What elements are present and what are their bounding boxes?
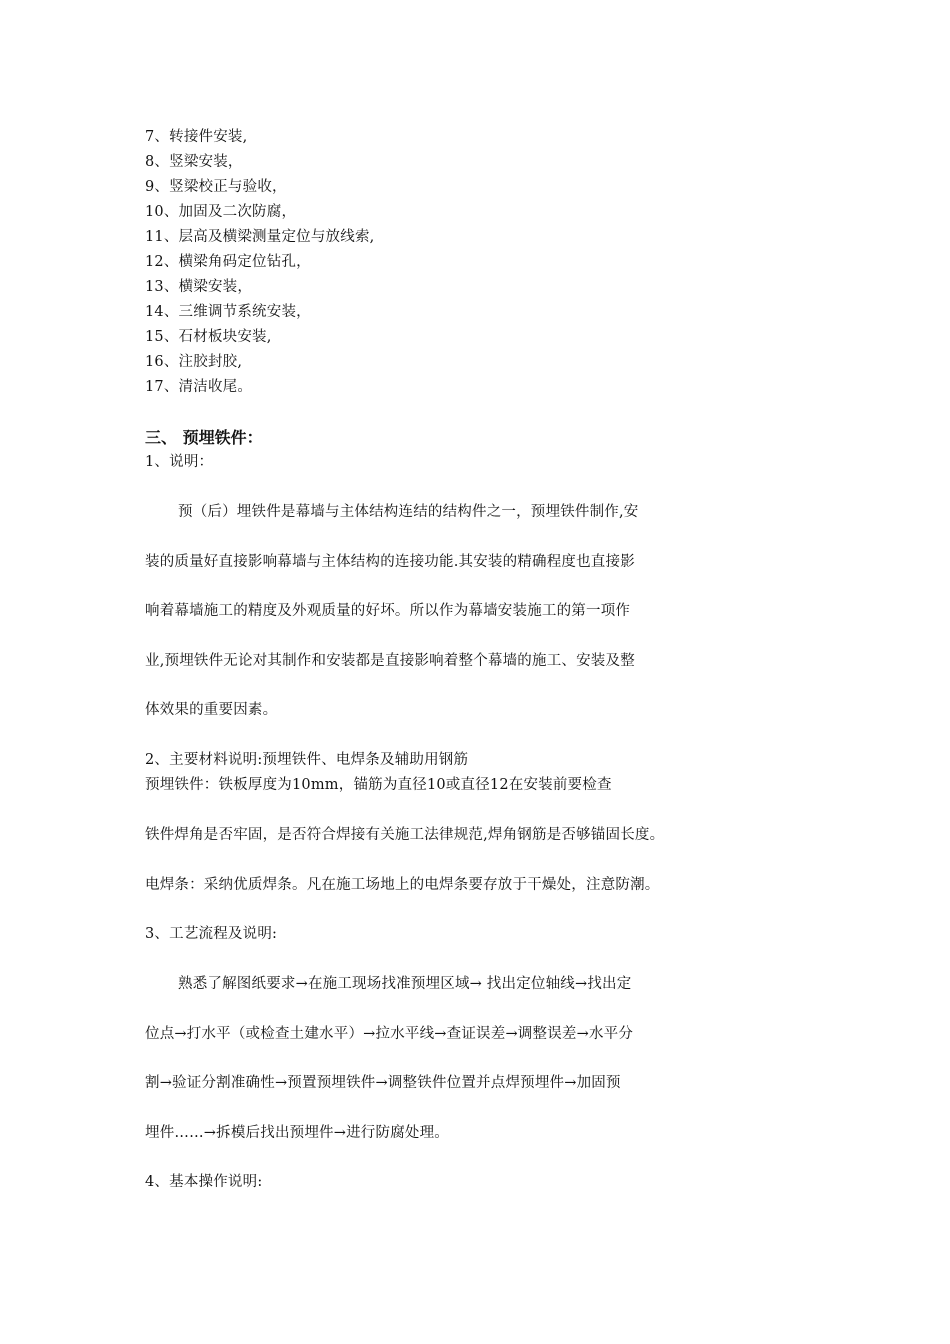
item-label: 3、工艺流程及说明: — [145, 926, 278, 942]
item-label: 2、主要材料说明:预埋铁件、电焊条及辅助用钢筋 — [145, 752, 469, 768]
step-item: 17、清洁收尾。 — [145, 379, 253, 395]
step-item: 12、横梁角码定位钻孔， — [145, 254, 311, 270]
step-item: 11、层高及横梁测量定位与放线索, — [145, 229, 375, 245]
step-item: 14、三维调节系统安装， — [145, 304, 311, 320]
paragraph-line: 割→验证分割准确性→预置预埋铁件→调整铁件位置并点焊预埋件→加固预 — [145, 1075, 621, 1091]
step-item: 15、石材板块安装, — [145, 329, 272, 345]
paragraph-line: 业,预埋铁件无论对其制作和安装都是直接影响着整个幕墙的施工、安装及整 — [145, 653, 635, 669]
item-label: 1、说明： — [145, 454, 214, 470]
step-item: 8、竖梁安装， — [145, 154, 243, 170]
item-label: 4、基本操作说明: — [145, 1174, 263, 1190]
paragraph-line: 电焊条：采纳优质焊条。凡在施工场地上的电焊条要存放于干燥处，注意防潮。 — [145, 877, 660, 893]
paragraph-line: 埋件……→拆模后找出预埋件→进行防腐处理。 — [145, 1125, 449, 1141]
step-item: 10、加固及二次防腐， — [145, 204, 297, 220]
section-heading: 三、 预埋铁件： — [145, 428, 263, 447]
paragraph-line: 响着幕墙施工的精度及外观质量的好坏。所以作为幕墙安装施工的第一项作 — [145, 603, 631, 619]
paragraph-line: 体效果的重要因素。 — [145, 702, 278, 718]
step-item: 9、竖梁校正与验收， — [145, 179, 287, 195]
paragraph-line: 位点→打水平（或检查土建水平）→拉水平线→查证误差→调整误差→水平分 — [145, 1026, 634, 1042]
paragraph-line: 预（后）埋铁件是幕墙与主体结构连结的结构件之一，预埋铁件制作,安 — [178, 504, 639, 520]
step-item: 13、横梁安装， — [145, 279, 253, 295]
paragraph-line: 预埋铁件：铁板厚度为10mm，锚筋为直径10或直径12在安装前要检查 — [145, 777, 612, 793]
paragraph-line: 熟悉了解图纸要求→在施工现场找准预埋区域→ 找出定位轴线→找出定 — [178, 976, 632, 992]
paragraph-line: 装的质量好直接影响幕墙与主体结构的连接功能.其安装的精确程度也直接影 — [145, 554, 635, 570]
paragraph-line: 铁件焊角是否牢固，是否符合焊接有关施工法律规范,焊角钢筋是否够锚固长度。 — [145, 827, 665, 843]
step-item: 16、注胶封胶, — [145, 354, 243, 370]
step-item: 7、转接件安装, — [145, 129, 248, 145]
